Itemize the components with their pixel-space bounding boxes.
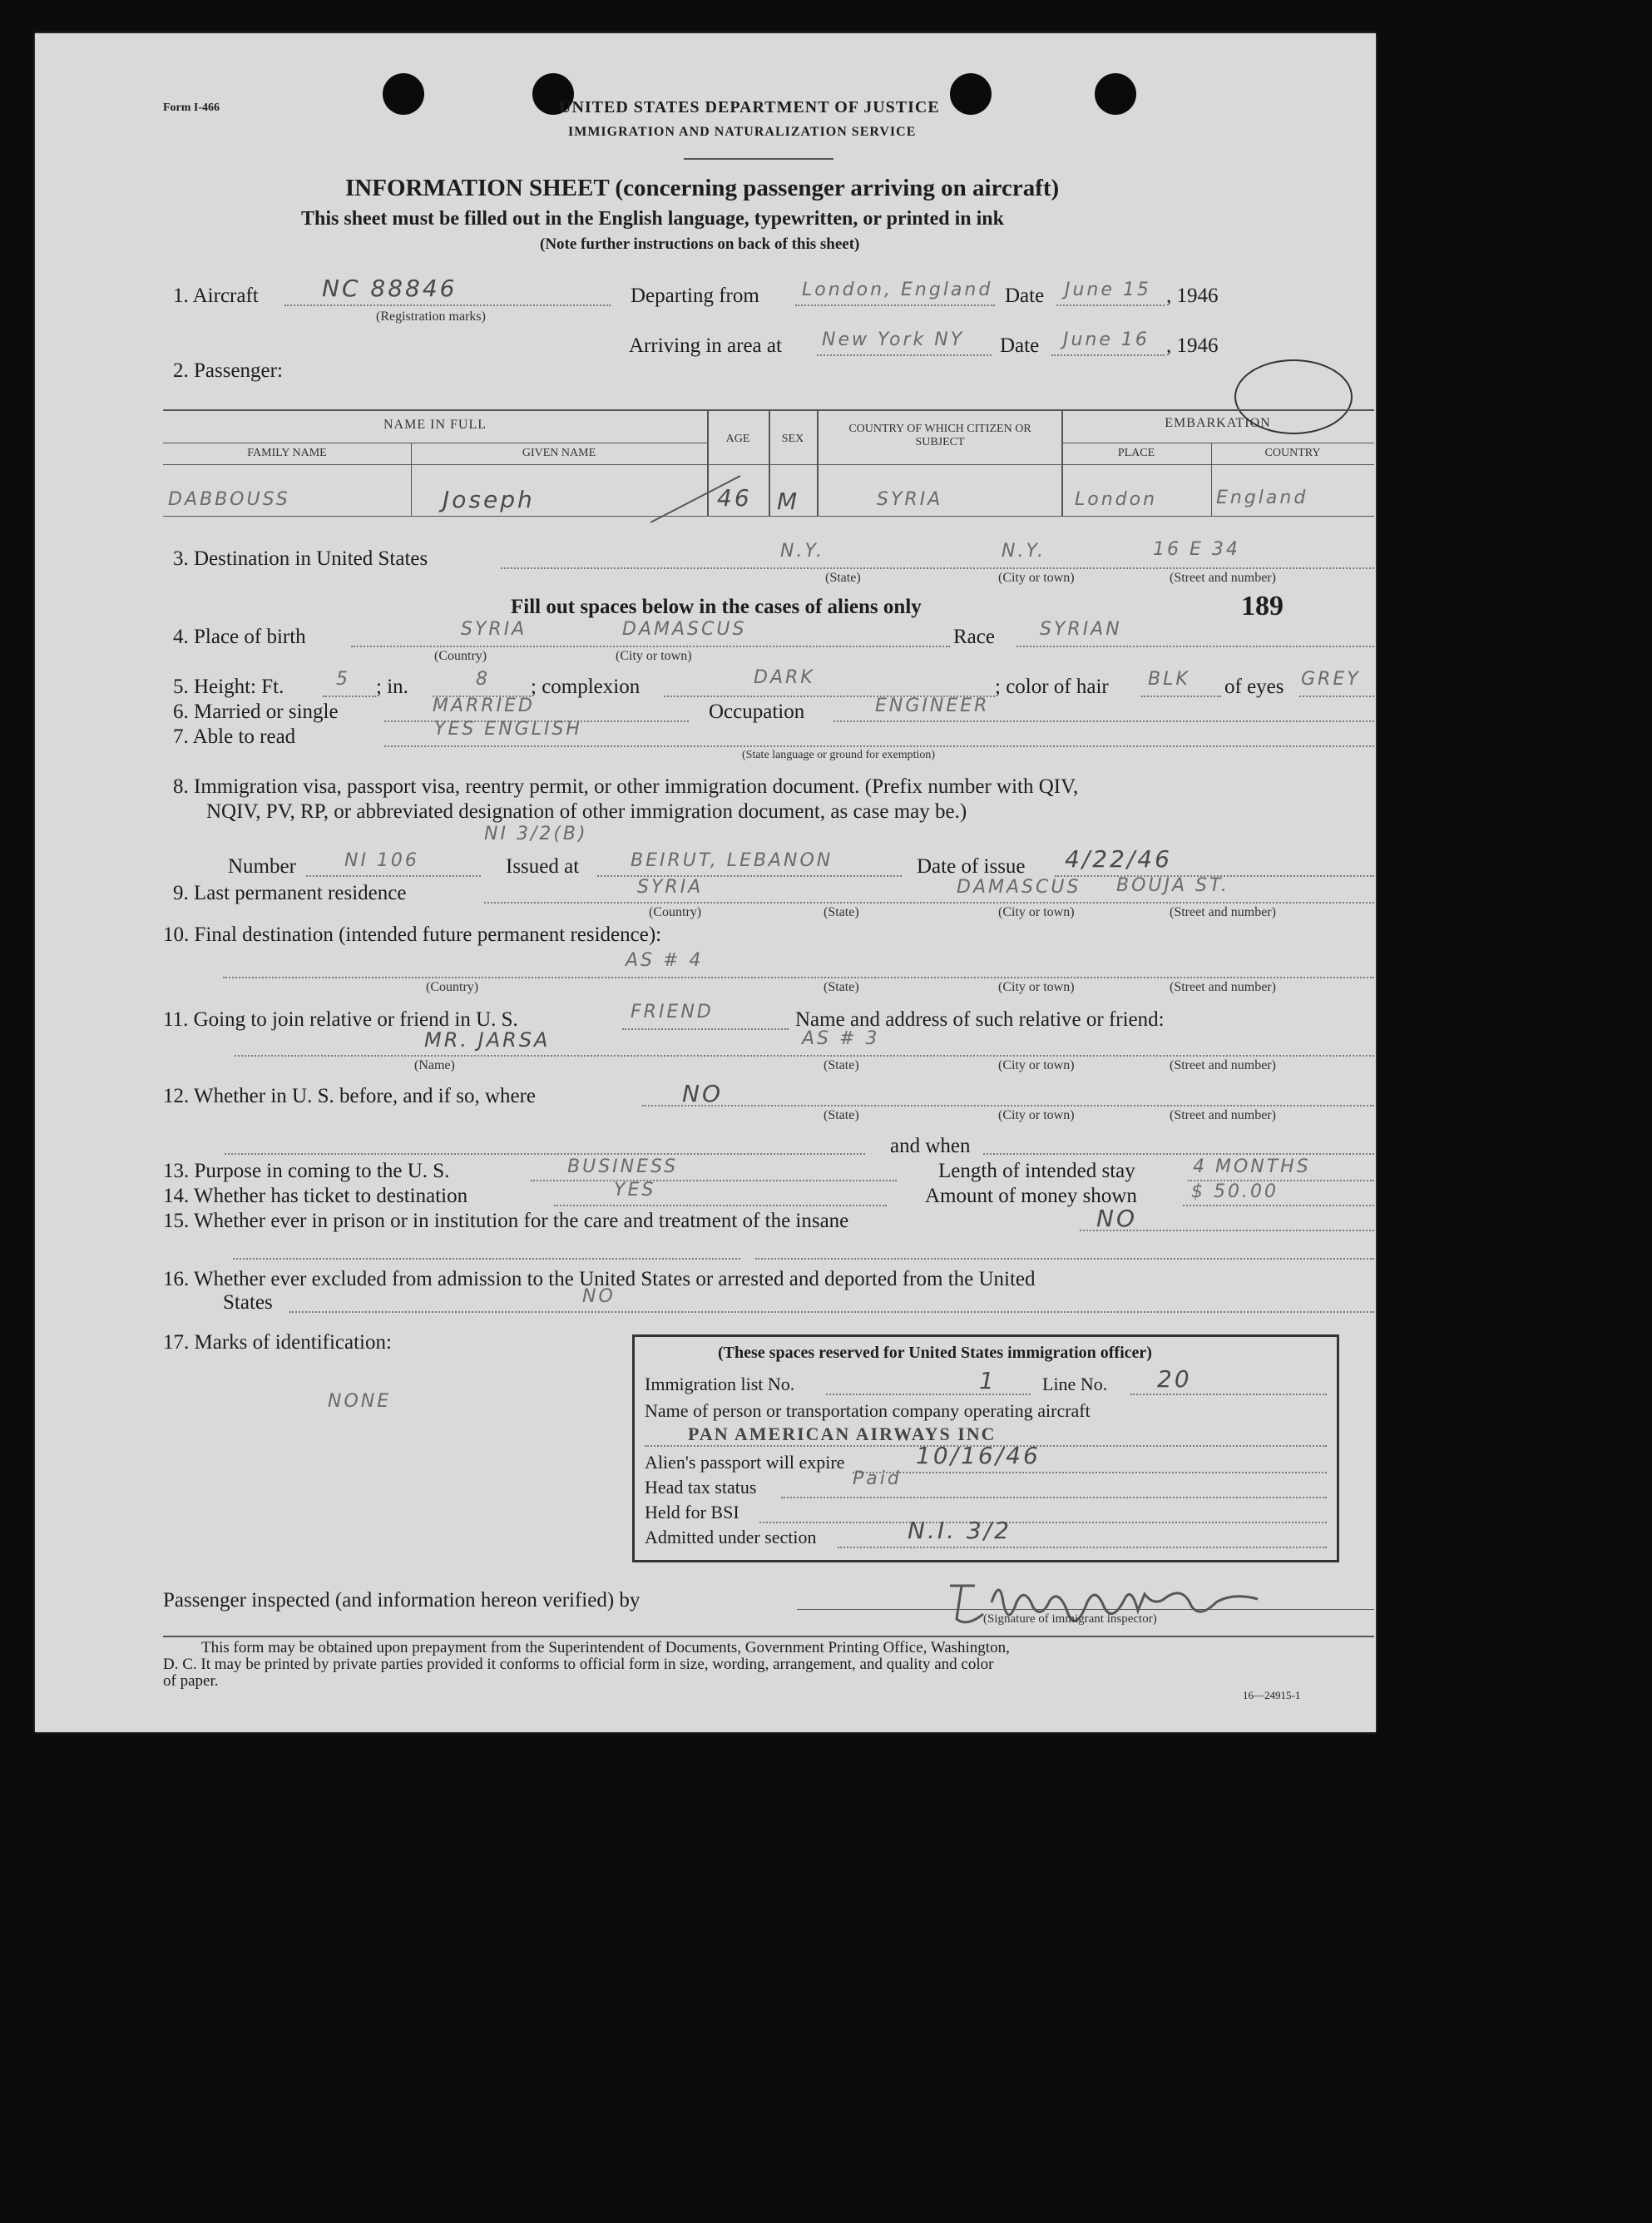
footer-rule bbox=[163, 1636, 1374, 1637]
final-destination-label: 10. Final destination (intended future permanent residence): bbox=[163, 923, 662, 946]
visa-label: 8. Immigration visa, passport visa, reentry permit, or other immigration document. (Prefix number with QIV, bbox=[173, 775, 1079, 798]
prison-label: 15. Whether ever in prison or in institution for the care and treatment of the insane bbox=[163, 1210, 849, 1232]
ticket-value: YES bbox=[614, 1180, 656, 1201]
caption-street: (Street and number) bbox=[1170, 905, 1276, 919]
occupation-value: ENGINEER bbox=[875, 696, 990, 716]
destination-label: 3. Destination in United States bbox=[173, 547, 428, 570]
caption-street: (Street and number) bbox=[1170, 1058, 1276, 1072]
purpose-label: 13. Purpose in coming to the U. S. bbox=[163, 1160, 450, 1182]
cell-place: London bbox=[1075, 489, 1158, 510]
caption-city: (City or town) bbox=[998, 905, 1075, 919]
field-line bbox=[1051, 354, 1165, 356]
company-label: Name of person or transportation company operating aircraft bbox=[645, 1400, 1091, 1421]
signature-caption: (Signature of immigrant inspector) bbox=[983, 1612, 1157, 1626]
note-line: (Note further instructions on back of this sheet) bbox=[540, 235, 860, 253]
passenger-label: 2. Passenger: bbox=[173, 359, 283, 382]
cell-family-name: DABBOUSS bbox=[168, 489, 290, 510]
stamp-number: 189 bbox=[1241, 591, 1284, 621]
header-emb-country: COUNTRY bbox=[1264, 447, 1321, 459]
field-line bbox=[306, 875, 481, 877]
issue-date-label: Date of issue bbox=[917, 855, 1026, 878]
header-country: COUNTRY OF WHICH CITIZEN OR SUBJECT bbox=[848, 423, 1031, 448]
field-line bbox=[501, 567, 1374, 569]
date-label: Date bbox=[1000, 334, 1040, 357]
aliens-heading: Fill out spaces below in the cases of aliens only bbox=[511, 596, 922, 618]
header-sex: SEX bbox=[781, 433, 804, 445]
field-line bbox=[289, 1311, 1374, 1313]
hair-label: ; color of hair bbox=[995, 676, 1109, 698]
field-line bbox=[554, 1205, 887, 1206]
issued-label: Issued at bbox=[506, 855, 580, 878]
departing-label: Departing from bbox=[631, 285, 759, 307]
field-line bbox=[755, 1258, 1374, 1260]
relative-address: AS # 3 bbox=[802, 1028, 880, 1049]
header-place: PLACE bbox=[1117, 447, 1155, 459]
field-line bbox=[622, 1028, 789, 1030]
header-family-name: FAMILY NAME bbox=[247, 447, 327, 459]
birth-country: SYRIA bbox=[461, 619, 527, 640]
field-line bbox=[1016, 646, 1374, 647]
caption-city: (City or town) bbox=[998, 1108, 1075, 1122]
caption-country: (Country) bbox=[426, 980, 479, 994]
cell-country: SYRIA bbox=[877, 489, 943, 510]
cell-given-name: Joseph bbox=[443, 486, 535, 513]
marital-value: MARRIED bbox=[433, 696, 535, 716]
purpose-value: BUSINESS bbox=[567, 1156, 679, 1177]
issue-date-value: 4/22/46 bbox=[1065, 845, 1172, 873]
arriving-date-value: June 16 bbox=[1063, 329, 1150, 350]
aircraft-label: 1. Aircraft bbox=[173, 285, 259, 307]
relative-name: MR. JARSA bbox=[424, 1028, 551, 1052]
line-label: Line No. bbox=[1042, 1374, 1108, 1394]
field-line bbox=[531, 1180, 897, 1181]
field-line bbox=[323, 696, 376, 697]
caption-state: (State) bbox=[824, 1108, 859, 1122]
read-caption: (State language or ground for exemption) bbox=[742, 749, 936, 761]
inspection-label: Passenger inspected (and information hereon verified) by bbox=[163, 1589, 641, 1612]
arriving-at-value: New York NY bbox=[822, 329, 965, 350]
aircraft-value: NC 88846 bbox=[322, 275, 458, 302]
field-line bbox=[225, 1153, 865, 1155]
caption-state: (State) bbox=[824, 1058, 859, 1072]
punch-hole bbox=[1095, 73, 1136, 115]
section-label: Admitted under section bbox=[645, 1527, 817, 1547]
birth-city: DAMASCUS bbox=[622, 619, 747, 640]
previous-us-value: NO bbox=[682, 1080, 723, 1107]
field-line bbox=[838, 1547, 1327, 1548]
identification-label: 17. Marks of identification: bbox=[163, 1331, 392, 1354]
date-label: Date bbox=[1005, 285, 1045, 307]
line-number: 20 bbox=[1157, 1365, 1192, 1393]
when-label: and when bbox=[890, 1135, 971, 1157]
residence-country: SYRIA bbox=[637, 877, 704, 898]
field-line bbox=[284, 304, 611, 306]
table-bottom-rule bbox=[163, 516, 1374, 517]
money-label: Amount of money shown bbox=[925, 1185, 1137, 1207]
field-line bbox=[1141, 696, 1221, 697]
head-tax-value: Paid bbox=[853, 1468, 902, 1489]
field-line bbox=[1183, 1205, 1374, 1206]
field-line bbox=[983, 1153, 1374, 1155]
money-value: $ 50.00 bbox=[1191, 1181, 1279, 1202]
caption-city: (City or town) bbox=[616, 649, 692, 663]
punch-hole bbox=[383, 73, 424, 115]
footer-code: 16—24915-1 bbox=[1243, 1689, 1301, 1701]
table-col-rule bbox=[769, 409, 770, 516]
caption-street: (Street and number) bbox=[1170, 571, 1276, 585]
caption-country: (Country) bbox=[434, 649, 487, 663]
section-value: N.I. 3/2 bbox=[908, 1517, 1011, 1544]
service-name: IMMIGRATION AND NATURALIZATION SERVICE bbox=[568, 125, 917, 139]
occupation-label: Occupation bbox=[709, 701, 805, 723]
field-line bbox=[817, 354, 992, 356]
field-line bbox=[781, 1497, 1327, 1498]
destination-state: N.Y. bbox=[780, 541, 825, 562]
caption-city: (City or town) bbox=[998, 1058, 1075, 1072]
header-name-in-full: NAME IN FULL bbox=[383, 418, 487, 432]
field-line bbox=[484, 902, 1374, 904]
eyes-value: GREY bbox=[1301, 669, 1361, 690]
visa-label-2: NQIV, PV, RP, or abbreviated designation of other immigration document, as case may be.) bbox=[206, 800, 967, 823]
marital-label: 6. Married or single bbox=[173, 701, 339, 723]
header-age: AGE bbox=[725, 433, 750, 445]
arriving-label: Arriving in area at bbox=[629, 334, 782, 357]
field-line bbox=[1056, 304, 1165, 306]
passport-label: Alien's passport will expire bbox=[645, 1452, 845, 1473]
footer-line-2: D. C. It may be printed by private parties provided it conforms to official form in size, wording, arrangement, and quality and color bbox=[163, 1656, 994, 1673]
prison-value: NO bbox=[1096, 1205, 1137, 1232]
field-line bbox=[853, 1472, 1327, 1473]
race-label: Race bbox=[953, 626, 995, 648]
punch-hole bbox=[950, 73, 992, 115]
caption-state: (State) bbox=[824, 905, 859, 919]
instruction-line: This sheet must be filled out in the English language, typewritten, or printed in ink bbox=[301, 208, 1004, 230]
head-tax-label: Head tax status bbox=[645, 1477, 757, 1498]
field-line bbox=[1299, 696, 1374, 697]
departing-date-value: June 15 bbox=[1065, 280, 1151, 300]
field-line bbox=[759, 1522, 1327, 1523]
footer-line-1: This form may be obtained upon prepayment from the Superintendent of Documents, Government Printing Office, Washington, bbox=[201, 1639, 1010, 1656]
field-line bbox=[351, 646, 950, 647]
caption-state: (State) bbox=[824, 980, 859, 994]
form-sheet bbox=[35, 33, 1376, 1732]
visa-number: NI 106 bbox=[344, 850, 419, 871]
race-value: SYRIAN bbox=[1040, 619, 1122, 640]
residence-street: BOUJA ST. bbox=[1116, 875, 1229, 896]
residence-label: 9. Last permanent residence bbox=[173, 882, 407, 904]
visa-number-label: Number bbox=[228, 855, 296, 878]
caption-city: (City or town) bbox=[998, 571, 1075, 585]
caption-name: (Name) bbox=[414, 1058, 455, 1072]
cell-emb-country: England bbox=[1216, 488, 1308, 508]
header-embarkation: EMBARKATION bbox=[1165, 416, 1271, 430]
passport-expire-value: 10/16/46 bbox=[916, 1442, 1041, 1469]
departing-from-value: London, England bbox=[802, 280, 993, 300]
table-col-rule bbox=[817, 409, 819, 516]
read-label: 7. Able to read bbox=[173, 725, 296, 748]
complexion-label: ; complexion bbox=[531, 676, 641, 698]
company-value: PAN AMERICAN AIRWAYS INC bbox=[688, 1423, 997, 1444]
identification-value: NONE bbox=[328, 1391, 392, 1412]
field-line bbox=[795, 304, 995, 306]
caption-street: (Street and number) bbox=[1170, 1108, 1276, 1122]
previous-us-label: 12. Whether in U. S. before, and if so, where bbox=[163, 1085, 537, 1107]
registration-caption: (Registration marks) bbox=[376, 309, 486, 324]
cell-sex: M bbox=[777, 488, 800, 515]
held-label: Held for BSI bbox=[645, 1502, 739, 1522]
caption-street: (Street and number) bbox=[1170, 980, 1276, 994]
excluded-label: 16. Whether ever excluded from admission to the United States or arrested and deported from the United bbox=[163, 1268, 1036, 1290]
list-number: 1 bbox=[979, 1367, 997, 1394]
form-number: Form I-466 bbox=[163, 101, 220, 114]
field-line bbox=[1130, 1394, 1327, 1395]
join-value: FRIEND bbox=[631, 1002, 714, 1022]
header-given-name: GIVEN NAME bbox=[522, 447, 596, 459]
excluded-value: NO bbox=[582, 1286, 616, 1307]
residence-city: DAMASCUS bbox=[957, 877, 1081, 898]
hair-value: BLK bbox=[1148, 669, 1190, 690]
height-in-label: ; in. bbox=[376, 676, 408, 698]
height-in: 8 bbox=[476, 669, 490, 690]
height-ft: 5 bbox=[336, 669, 350, 690]
cell-age: 46 bbox=[717, 484, 752, 512]
header-rule bbox=[684, 158, 833, 160]
field-line bbox=[833, 720, 1374, 722]
arriving-year: , 1946 bbox=[1166, 334, 1219, 357]
departing-year: , 1946 bbox=[1166, 285, 1219, 307]
destination-street: 16 E 34 bbox=[1153, 539, 1240, 560]
officer-heading: (These spaces reserved for United States immigration officer) bbox=[718, 1344, 1152, 1362]
height-label: 5. Height: Ft. bbox=[173, 676, 284, 698]
list-label: Immigration list No. bbox=[645, 1374, 795, 1394]
visa-annotation: NI 3/2(B) bbox=[484, 824, 588, 844]
read-value: YES ENGLISH bbox=[434, 719, 582, 740]
destination-city: N.Y. bbox=[1002, 541, 1046, 562]
caption-state: (State) bbox=[825, 571, 861, 585]
excluded-label-2: States bbox=[223, 1291, 273, 1314]
join-label: 11. Going to join relative or friend in U. S. bbox=[163, 1008, 518, 1031]
caption-country: (Country) bbox=[649, 905, 702, 919]
caption-city: (City or town) bbox=[998, 980, 1075, 994]
field-line bbox=[826, 1394, 1031, 1395]
relative-label: Name and address of such relative or friend: bbox=[795, 1008, 1165, 1031]
issued-value: BEIRUT, LEBANON bbox=[631, 850, 833, 871]
field-line bbox=[642, 1105, 1374, 1107]
footer-line-3: of paper. bbox=[163, 1672, 219, 1690]
eyes-label: of eyes bbox=[1224, 676, 1284, 698]
officer-section bbox=[632, 1334, 1339, 1562]
field-line bbox=[233, 1258, 740, 1260]
page-title: INFORMATION SHEET (concerning passenger arriving on aircraft) bbox=[345, 175, 1060, 201]
birth-label: 4. Place of birth bbox=[173, 626, 306, 648]
department-name: UNITED STATES DEPARTMENT OF JUSTICE bbox=[559, 98, 940, 116]
ticket-label: 14. Whether has ticket to destination bbox=[163, 1185, 468, 1207]
complexion-value: DARK bbox=[754, 667, 815, 688]
stay-value: 4 MONTHS bbox=[1193, 1156, 1311, 1177]
stay-label: Length of intended stay bbox=[938, 1160, 1135, 1182]
field-line bbox=[223, 977, 1374, 978]
final-destination-value: AS # 4 bbox=[626, 950, 704, 971]
field-line bbox=[235, 1055, 1374, 1057]
field-line bbox=[384, 745, 1374, 747]
